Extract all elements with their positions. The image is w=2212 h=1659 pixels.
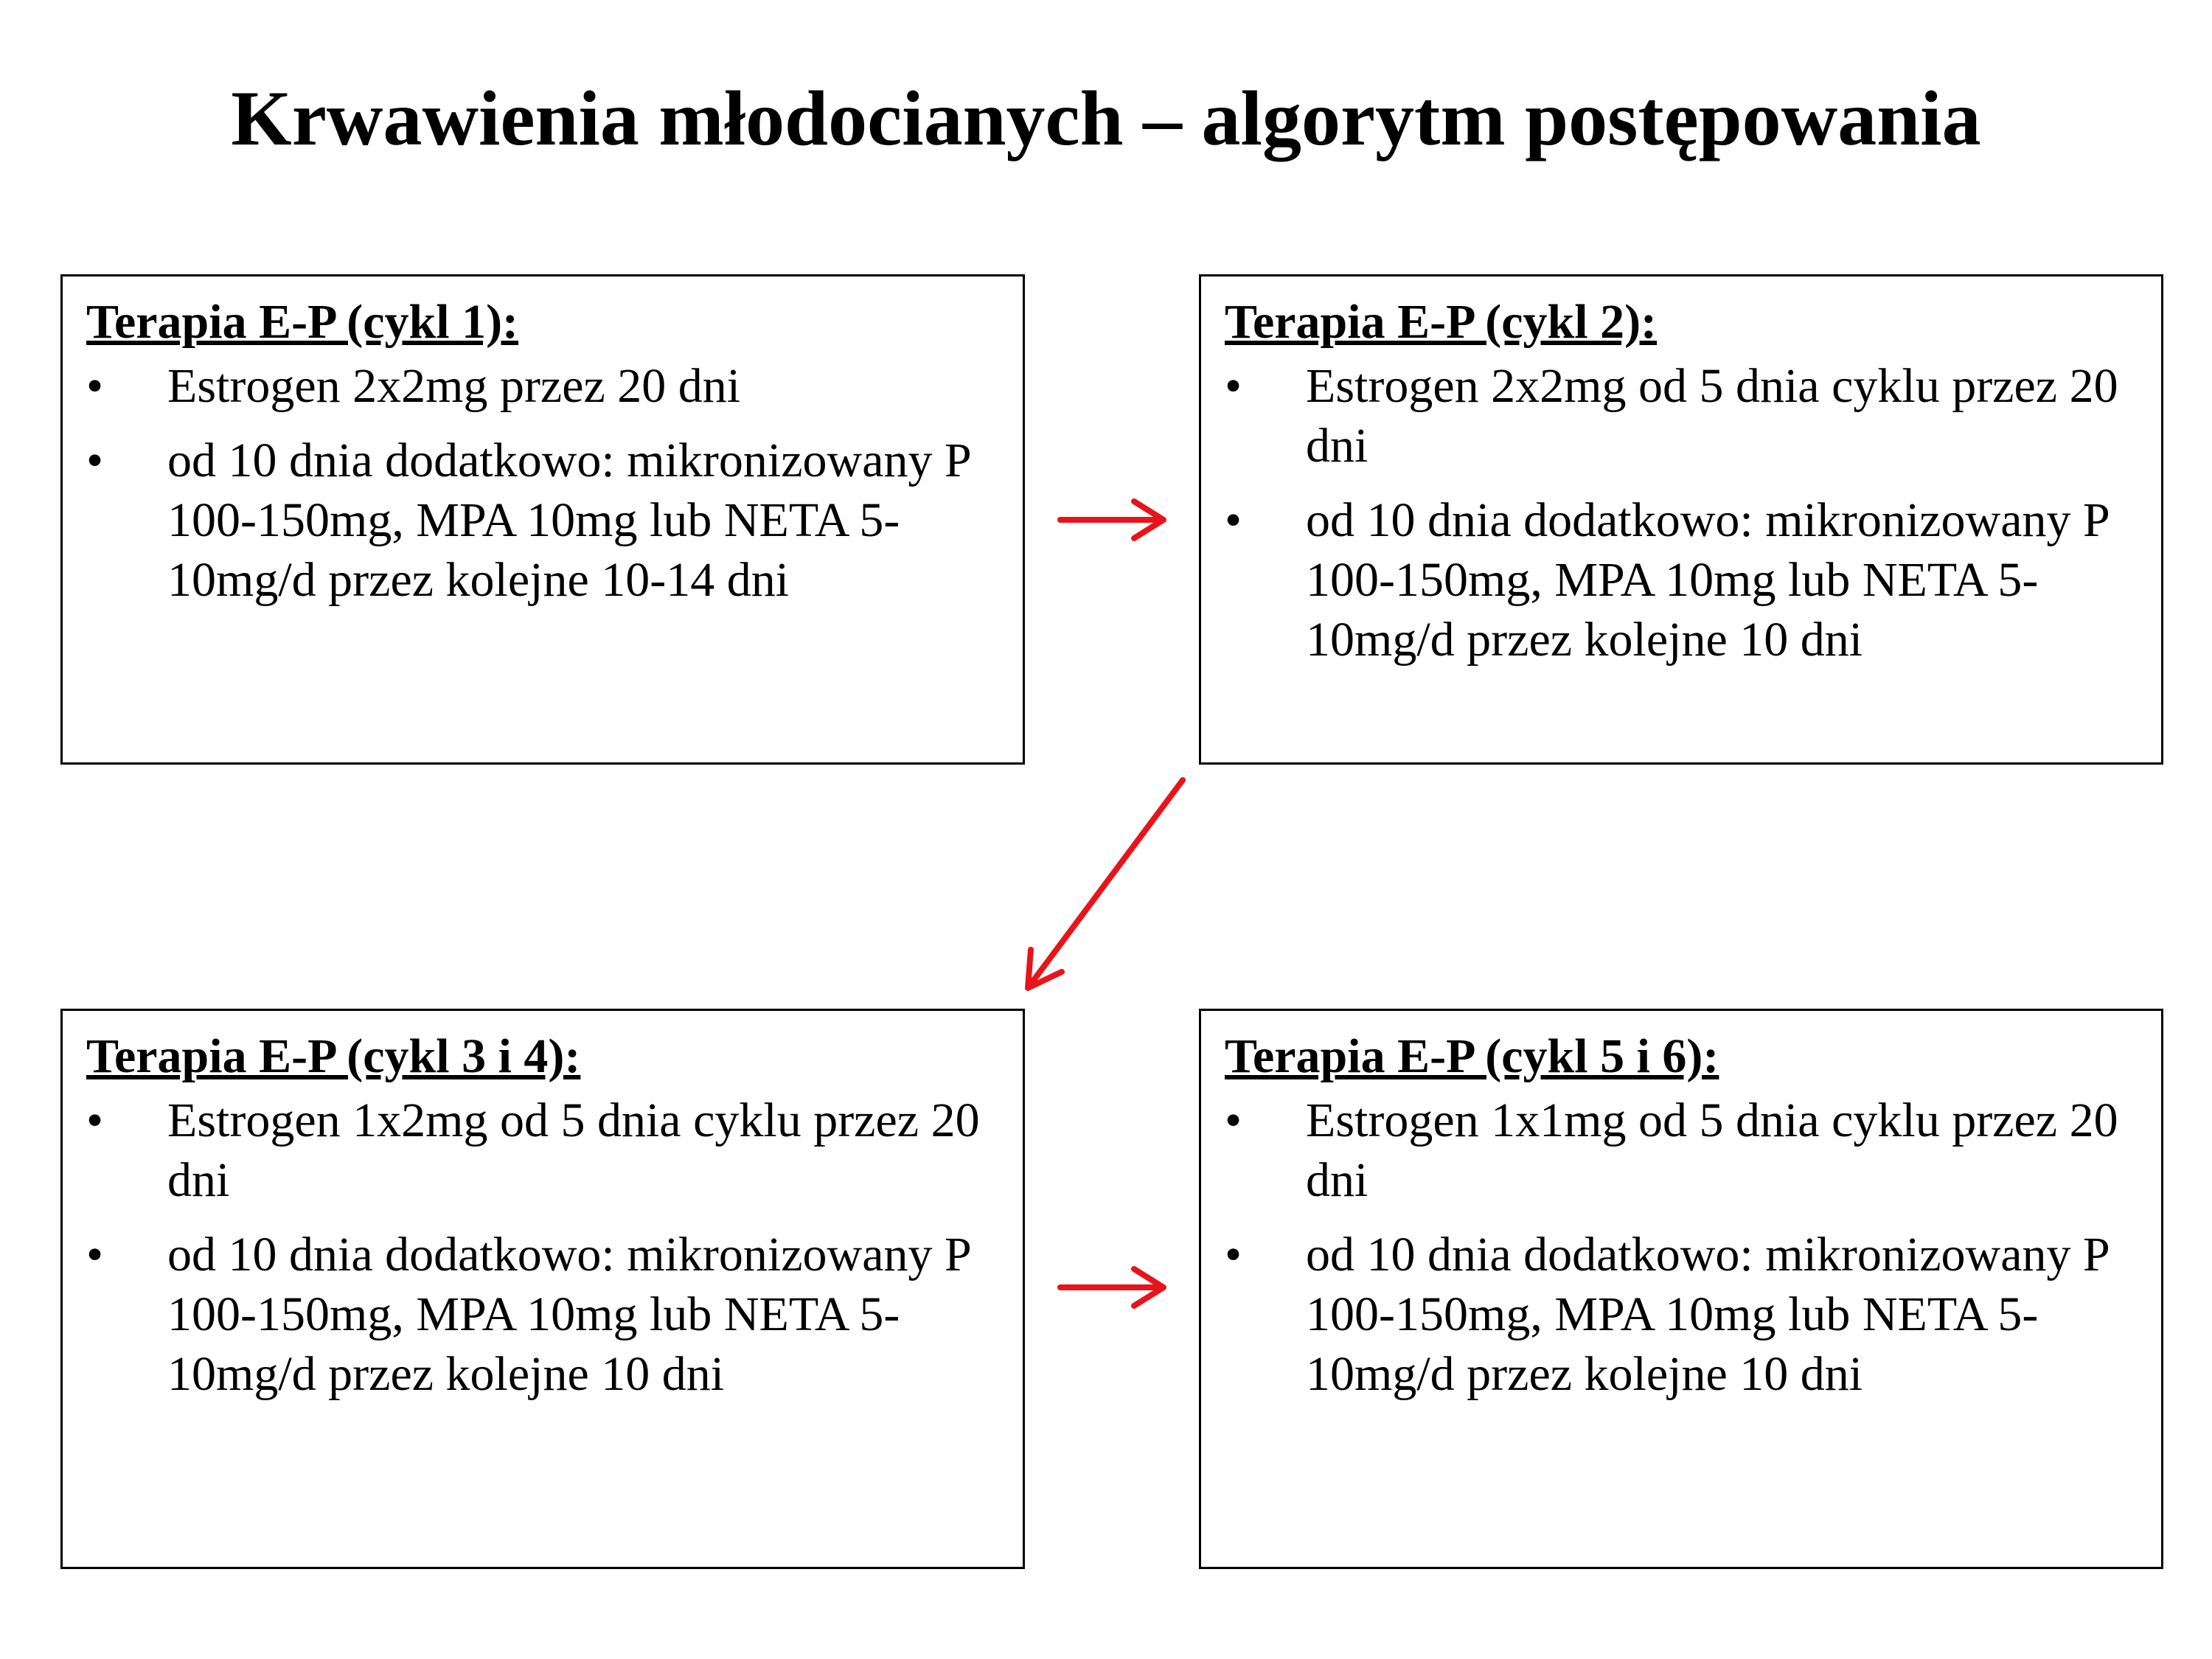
cycle-3-4-box [60, 1009, 1025, 1569]
bullet-text: Estrogen 2x2mg przez 20 dni [167, 359, 741, 413]
bullet-icon: • [86, 1228, 104, 1281]
cycle-5-6-bullet-progestin [1225, 1225, 2139, 1404]
cycle-3-4-bullet-estrogen [86, 1091, 1001, 1210]
cycle-2-bullet-estrogen [1225, 356, 2139, 476]
bullet-text: Estrogen 1x2mg od 5 dnia cyklu przez 20 dni [167, 1093, 980, 1207]
cycle-2-box [1199, 274, 2163, 765]
arrowhead [1134, 1269, 1164, 1306]
bullet-text: Estrogen 2x2mg od 5 dnia cyklu przez 20 dni [1306, 359, 2118, 473]
cycle-2-bullet-list [1225, 356, 2139, 669]
bullet-icon: • [86, 1093, 104, 1147]
cycle-5-6-bullet-list [1225, 1091, 2139, 1404]
cycle-1-heading: Terapia E-P (cykl 1): [86, 295, 519, 349]
arrowhead [1028, 950, 1062, 988]
cycle-3-4-bullet-list [86, 1091, 1001, 1404]
cycle-3-4-bullet-progestin [86, 1225, 1001, 1404]
bullet-text: od 10 dnia dodatkowo: mikronizowany P 100-150mg, MPA 10mg lub NETA 5-10mg/d przez kolejne 10 dni [167, 1228, 970, 1401]
cycle-5-6-bullet-estrogen [1225, 1091, 2139, 1210]
arrow-cycle3-4-to-cycle5-6 [1060, 1269, 1164, 1306]
cycle-5-6-heading: Terapia E-P (cykl 5 i 6): [1225, 1029, 1719, 1083]
cycle-1-bullet-progestin [86, 431, 1001, 610]
arrow-down-left-icon [1030, 780, 1183, 985]
cycle-3-4-heading: Terapia E-P (cykl 3 i 4): [86, 1029, 581, 1083]
cycle-1-bullet-list [86, 356, 1001, 610]
cycle-1-box [60, 274, 1025, 765]
arrowhead [1134, 501, 1164, 538]
arrow-cycle1-to-cycle2 [1060, 501, 1164, 538]
bullet-icon: • [1225, 1093, 1242, 1147]
arrow-cycle2-to-cycle3-4 [1028, 780, 1183, 988]
bullet-icon: • [1225, 1228, 1242, 1281]
bullet-text: od 10 dnia dodatkowo: mikronizowany P 100-150mg, MPA 10mg lub NETA 5-10mg/d przez kolejne 10 dni [1306, 493, 2109, 667]
bullet-text: od 10 dnia dodatkowo: mikronizowany P 100-150mg, MPA 10mg lub NETA 5-10mg/d przez kolejne 10-14 dni [167, 434, 970, 607]
bullet-text: od 10 dnia dodatkowo: mikronizowany P 100-150mg, MPA 10mg lub NETA 5-10mg/d przez kolejne 10 dni [1306, 1228, 2109, 1401]
bullet-icon: • [86, 359, 104, 413]
cycle-5-6-box [1199, 1009, 2163, 1569]
bullet-icon: • [1225, 359, 1242, 413]
bullet-text: Estrogen 1x1mg od 5 dnia cyklu przez 20 dni [1306, 1093, 2118, 1207]
page-title: Krwawienia młodocianych – algorytm postępowania [231, 75, 1981, 161]
cycle-1-bullet-estrogen [86, 356, 1001, 416]
cycle-2-heading: Terapia E-P (cykl 2): [1225, 295, 1658, 349]
bullet-icon: • [1225, 493, 1242, 547]
cycle-2-bullet-progestin [1225, 490, 2139, 669]
bullet-icon: • [86, 434, 104, 487]
